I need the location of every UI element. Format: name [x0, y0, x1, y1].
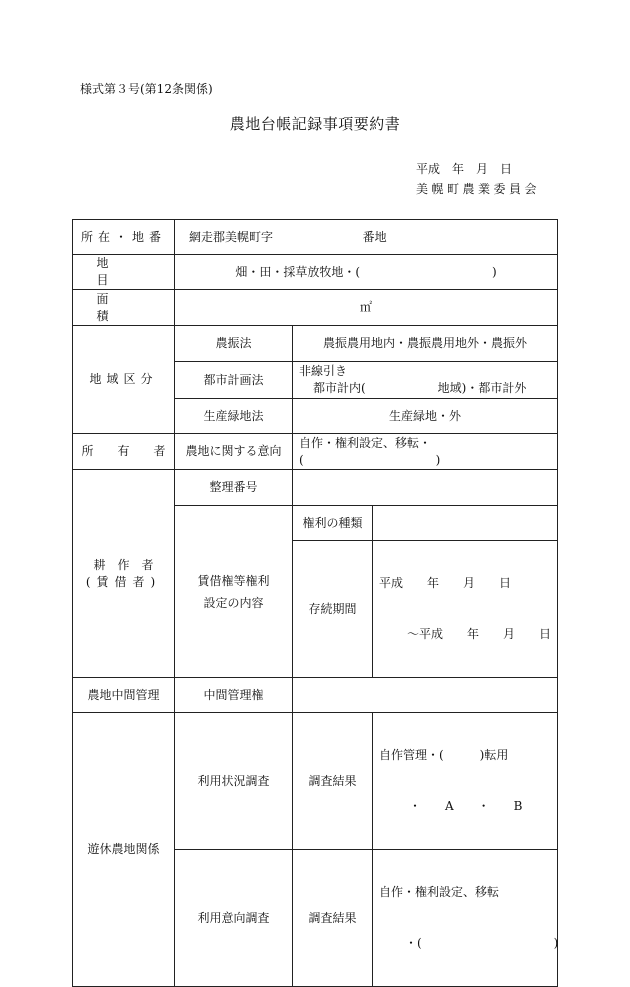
intermediary-right-label: 中間管理権	[175, 678, 293, 713]
city-planning-line1: 非線引き	[299, 364, 348, 378]
idle-farmland-label: 遊休農地関係	[73, 713, 175, 987]
document-title: 農地台帳記録事項要約書	[229, 115, 401, 133]
city-planning-line2: 都市計内( 地域)・都市計外	[313, 381, 527, 395]
city-planning-act-value	[293, 362, 558, 399]
duration-label: 存続期間	[293, 541, 373, 678]
intent-survey-label: 利用意向調査	[175, 850, 293, 987]
location-label: 所在・地番	[73, 220, 175, 255]
cultivator-label-line2: (賃借者)	[85, 574, 162, 589]
land-category-value: 畑・田・採草放牧地・( )	[175, 255, 558, 290]
cultivator-label-line1: 耕 作 者	[93, 557, 154, 572]
intermediary-label: 農地中間管理	[73, 678, 175, 713]
intent-survey-line2: ・( )	[405, 936, 559, 950]
owner-intent-value: 自作・権利設定、移転・( )	[293, 434, 558, 470]
committee-name: 美幌町農業委員会	[416, 182, 541, 196]
usage-survey-line1: 自作管理・( )転用	[379, 748, 509, 762]
owner-label: 所 有 者	[73, 434, 175, 470]
land-category-label: 地 目	[73, 255, 175, 290]
land-category-row	[73, 255, 558, 290]
area-value: ㎡	[175, 290, 558, 326]
management-number-value	[293, 470, 558, 506]
farm-promotion-act-value: 農振農用地内・農振農用地外・農振外	[293, 326, 558, 362]
location-row	[73, 220, 558, 255]
form-number: 様式第３号(第12条関係)	[80, 82, 213, 96]
intent-survey-result-label: 調査結果	[293, 850, 373, 987]
lease-rights-label-line2: 設定の内容	[203, 595, 264, 610]
owner-intent-label: 農地に関する意向	[175, 434, 293, 470]
green-space-act-value: 生産緑地・外	[293, 399, 558, 434]
farmland-ledger-table	[72, 219, 558, 987]
right-type-value	[373, 506, 558, 541]
area-label: 面 積	[73, 290, 175, 326]
duration-line2: 〜平成 年 月 日	[407, 627, 552, 641]
intent-survey-result-value	[373, 850, 558, 987]
cultivator-label	[73, 470, 175, 678]
location-prefix: 網走郡美幌町字	[189, 229, 274, 244]
location-suffix: 番地	[362, 229, 387, 244]
lease-rights-label-line1: 賃借権等権利	[197, 573, 270, 588]
usage-survey-result-label: 調査結果	[293, 713, 373, 850]
lease-rights-label	[175, 506, 293, 678]
intent-survey-line1: 自作・権利設定、移転	[379, 885, 500, 899]
farm-promotion-act-label: 農振法	[175, 326, 293, 362]
usage-survey-line2: ・ A ・ B	[409, 799, 523, 813]
right-type-label: 権利の種類	[293, 506, 373, 541]
owner-row	[73, 434, 558, 470]
intermediary-row	[73, 678, 558, 713]
city-planning-act-label: 都市計画法	[175, 362, 293, 399]
management-number-label: 整理番号	[175, 470, 293, 506]
usage-survey-label: 利用状況調査	[175, 713, 293, 850]
duration-line1: 平成 年 月 日	[379, 576, 512, 590]
duration-value	[373, 541, 558, 678]
cultivator-number-row	[73, 470, 558, 506]
zoning-farm-promotion-row	[73, 326, 558, 362]
location-value	[175, 220, 558, 255]
intermediary-right-value	[293, 678, 558, 713]
area-row	[73, 290, 558, 326]
zoning-label: 地域区分	[73, 326, 175, 434]
date-line: 平成 年 月 日	[416, 162, 513, 176]
usage-survey-result-value	[373, 713, 558, 850]
green-space-act-label: 生産緑地法	[175, 399, 293, 434]
idle-usage-survey-row	[73, 713, 558, 850]
